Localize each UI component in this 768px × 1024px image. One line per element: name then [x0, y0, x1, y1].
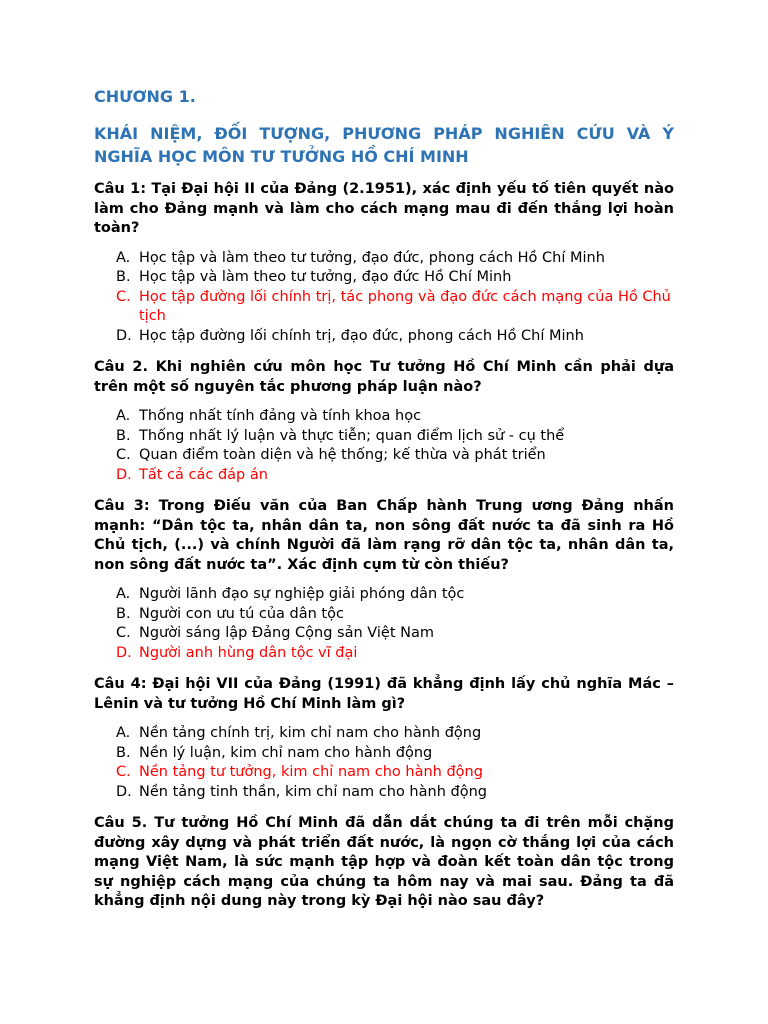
option-a [94, 249, 674, 269]
question-5 [94, 814, 674, 912]
option-text: Nền lý luận, kim chỉ nam cho hành động [139, 744, 433, 761]
option-letter: A. [116, 725, 131, 741]
option-text: Học tập và làm theo tư tưởng, đạo đức Hồ Chí Minh [139, 269, 512, 285]
question-3 [94, 497, 674, 663]
option-letter: C. [116, 625, 131, 641]
question-text: Câu 4: Đại hội VII của Đảng (1991) đã khẳng định lấy chủ nghĩa Mác – Lênin và tư tưởng Hồ Chí Minh làm gì? [94, 676, 674, 712]
question-text: Câu 1: Tại Đại hội II của Đảng (2.1951), xác định yếu tố tiên quyết nào làm cho Đảng mạnh và làm cho cách mạng mau đi đến thắng lợi hoàn toàn? [94, 181, 674, 236]
question-text: Câu 3: Trong Điếu văn của Ban Chấp hành Trung ương Đảng nhấn mạnh: “Dân tộc ta, nhân dân ta, non sông đất nước ta đã sinh ra Hồ Chủ tịch, (...) và chính Người đã làm rạng rỡ dân tộc ta, nhân dân ta, non sông đất nước ta”. Xác định cụm từ còn thiếu? [94, 498, 674, 573]
option-b [94, 268, 674, 288]
option-b [94, 427, 674, 447]
option-text: Thống nhất lý luận và thực tiễn; quan điểm lịch sử - cụ thể [139, 427, 565, 444]
option-letter: C. [116, 288, 131, 305]
option-text: Tất cả các đáp án [139, 466, 268, 483]
option-c [94, 446, 674, 466]
chapter-title: KHÁI NIỆM, ĐỐI TƯỢNG, PHƯƠNG PHÁP NGHIÊN CỨU VÀ Ý NGHĨA HỌC MÔN TƯ TƯỞNG HỒ CHÍ MINH [94, 124, 674, 166]
question-2 [94, 358, 674, 485]
option-c-correct [94, 288, 674, 327]
option-d [94, 327, 674, 347]
option-text: Học tập và làm theo tư tưởng, đạo đức, phong cách Hồ Chí Minh [139, 249, 605, 266]
option-list [94, 724, 674, 802]
option-text: Học tập đường lối chính trị, tác phong và đạo đức cách mạng của Hồ Chủ tịch [139, 288, 671, 324]
option-letter: D. [116, 466, 132, 483]
option-letter: A. [116, 408, 131, 424]
option-text: Nền tảng tư tưởng, kim chỉ nam cho hành động [139, 764, 483, 780]
question-text: Câu 5. Tư tưởng Hồ Chí Minh đã dẫn dắt chúng ta đi trên mỗi chặng đường xây dựng và phát triển đất nước, là ngọn cờ thắng lợi của cách mạng Việt Nam, là sức mạnh tập hợp và đoàn kết toàn dân tộc trong sự nghiệp cách mạng của chúng ta hôm nay và mai sau. Đảng ta đã khẳng định nội dung này trong kỳ Đại hội nào sau đây? [94, 815, 674, 909]
option-a [94, 585, 674, 605]
option-letter: C. [116, 447, 131, 463]
option-d-correct [94, 466, 674, 486]
option-letter: B. [116, 744, 131, 761]
option-letter: A. [116, 586, 131, 602]
option-letter: A. [116, 249, 131, 266]
chapter-heading: CHƯƠNG 1. [94, 87, 196, 106]
option-text: Nền tảng tinh thần, kim chỉ nam cho hành động [139, 783, 487, 800]
option-letter: B. [116, 427, 131, 444]
option-b [94, 744, 674, 764]
option-text: Người con ưu tú của dân tộc [139, 605, 344, 622]
option-text: Người anh hùng dân tộc vĩ đại [139, 644, 358, 661]
option-d [94, 783, 674, 803]
option-letter: B. [116, 269, 131, 285]
option-letter: C. [116, 764, 131, 780]
option-letter: D. [116, 783, 132, 800]
option-text: Người lãnh đạo sự nghiệp giải phóng dân tộc [139, 586, 465, 602]
question-4 [94, 675, 674, 802]
option-text: Nền tảng chính trị, kim chỉ nam cho hành động [139, 725, 482, 741]
option-letter: B. [116, 605, 131, 622]
option-list [94, 585, 674, 663]
option-a [94, 724, 674, 744]
option-list [94, 407, 674, 485]
option-b [94, 605, 674, 625]
question-1 [94, 180, 674, 346]
option-text: Học tập đường lối chính trị, đạo đức, phong cách Hồ Chí Minh [139, 327, 584, 344]
option-text: Quan điểm toàn diện và hệ thống; kế thừa và phát triển [139, 447, 546, 463]
option-d-correct [94, 644, 674, 664]
option-c [94, 624, 674, 644]
option-letter: D. [116, 644, 132, 661]
option-c-correct [94, 763, 674, 783]
option-list [94, 249, 674, 347]
option-a [94, 407, 674, 427]
option-text: Người sáng lập Đảng Cộng sản Việt Nam [139, 625, 434, 641]
option-letter: D. [116, 327, 132, 344]
option-text: Thống nhất tính đảng và tính khoa học [139, 408, 422, 424]
question-text: Câu 2. Khi nghiên cứu môn học Tư tưởng Hồ Chí Minh cần phải dựa trên một số nguyên tắc phương pháp luận nào? [94, 359, 674, 395]
